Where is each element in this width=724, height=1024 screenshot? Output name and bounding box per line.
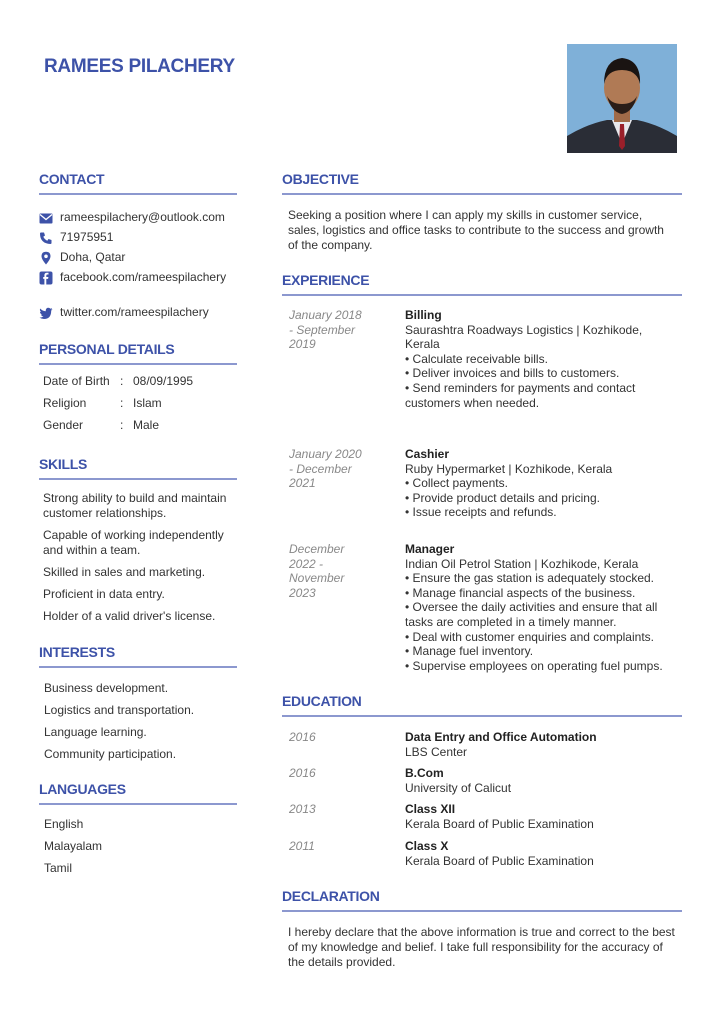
gender-label: Gender <box>43 418 84 432</box>
religion-value: Islam <box>133 396 162 410</box>
location-icon <box>39 251 53 265</box>
skills-divider <box>39 478 237 480</box>
mail-icon <box>39 211 53 225</box>
contact-facebook[interactable] <box>39 270 236 285</box>
education-heading: EDUCATION <box>282 693 362 709</box>
experience-date: December 2022 - November 2023 <box>289 542 345 600</box>
objective-divider <box>282 193 682 195</box>
education-entry <box>405 730 677 759</box>
declaration-text: I hereby declare that the above information is true and correct to the best of my knowledge and belief. I take full responsibility for the accuracy of the details provided. <box>288 925 675 969</box>
experience-bullet: • Ensure the gas station is adequately stocked. <box>405 571 655 586</box>
education-year: 2016 <box>289 730 316 744</box>
experience-bullet: • Provide product details and pricing. <box>405 490 600 505</box>
personal-row-dob: Date of Birth : 08/09/1995 <box>43 374 194 388</box>
education-degree: Data Entry and Office Automation <box>405 730 597 744</box>
education-degree: Class X <box>405 839 449 853</box>
experience-bullet: • Deliver invoices and bills to customers. <box>405 366 620 381</box>
education-year: 2016 <box>289 766 316 780</box>
experience-role: Billing <box>405 308 442 322</box>
education-degree: Class XII <box>405 802 456 816</box>
experience-entry <box>405 447 677 520</box>
contact-location-text: Doha, Qatar <box>60 250 126 264</box>
religion-label: Religion <box>43 396 87 410</box>
experience-bullet: • Manage fuel inventory. <box>405 644 534 659</box>
experience-role: Cashier <box>405 447 450 461</box>
experience-entry <box>405 308 677 410</box>
gender-value: Male <box>133 418 160 432</box>
declaration-divider <box>282 910 682 912</box>
phone-icon <box>39 231 53 245</box>
language-item: English <box>44 817 84 831</box>
interests-divider <box>39 666 237 668</box>
personal-details-heading: PERSONAL DETAILS <box>39 341 175 357</box>
experience-bullet: • Manage financial aspects of the business. <box>405 585 636 600</box>
experience-bullet: • Supervise employees on operating fuel pumps. <box>405 658 663 673</box>
declaration-heading: DECLARATION <box>282 888 380 904</box>
skill-item: Holder of a valid driver's license. <box>43 609 216 623</box>
experience-company: Saurashtra Roadways Logistics | Kozhikode, Kerala <box>405 322 643 352</box>
experience-divider <box>282 294 682 296</box>
facebook-icon <box>39 271 53 285</box>
interest-item: Community participation. <box>44 747 177 761</box>
education-year: 2011 <box>289 839 315 853</box>
experience-bullet: • Send reminders for payments and contact customers when needed. <box>405 380 636 410</box>
education-degree: B.Com <box>405 766 444 780</box>
skill-item: Proficient in data entry. <box>43 587 165 601</box>
skill-item: Capable of working independently and within a team. <box>43 528 224 557</box>
contact-divider <box>39 193 237 195</box>
contact-phone-text: 71975951 <box>60 230 114 244</box>
contact-heading: CONTACT <box>39 171 105 187</box>
contact-email-text: rameespilachery@outlook.com <box>60 210 225 224</box>
education-institution: Kerala Board of Public Examination <box>405 816 594 831</box>
personal-row-religion: Religion : Islam <box>43 396 162 410</box>
personal-details-divider <box>39 363 237 365</box>
dob-label: Date of Birth <box>43 374 110 388</box>
experience-heading: EXPERIENCE <box>282 272 370 288</box>
education-year: 2013 <box>289 802 316 816</box>
skill-item: Skilled in sales and marketing. <box>43 565 206 579</box>
experience-company: Ruby Hypermarket | Kozhikode, Kerala <box>405 461 613 476</box>
personal-row-gender: Gender : Male <box>43 418 160 432</box>
education-entry <box>405 766 677 795</box>
experience-company: Indian Oil Petrol Station | Kozhikode, Kerala <box>405 556 639 571</box>
experience-bullet: • Calculate receivable bills. <box>405 351 548 366</box>
dob-value: 08/09/1995 <box>133 374 194 388</box>
contact-facebook-text: facebook.com/rameespilachery <box>60 270 227 284</box>
languages-heading: LANGUAGES <box>39 781 126 797</box>
objective-text: Seeking a position where I can apply my skills in customer service, sales, logistics and office tasks to contribute to the success and growth of the company. <box>288 208 664 252</box>
education-institution: Kerala Board of Public Examination <box>405 853 594 868</box>
experience-bullet: • Collect payments. <box>405 476 508 491</box>
experience-date: January 2018 - September 2019 <box>289 308 362 352</box>
contact-twitter[interactable] <box>39 305 236 320</box>
language-item: Tamil <box>44 861 73 875</box>
experience-role: Manager <box>405 542 455 556</box>
education-institution: LBS Center <box>405 744 468 759</box>
contact-phone[interactable] <box>39 230 236 245</box>
interests-heading: INTERESTS <box>39 644 115 660</box>
skills-heading: SKILLS <box>39 456 87 472</box>
education-entry <box>405 839 677 868</box>
contact-email[interactable] <box>39 210 236 225</box>
education-divider <box>282 715 682 717</box>
language-item: Malayalam <box>44 839 103 853</box>
contact-twitter-text: twitter.com/rameespilachery <box>60 305 209 319</box>
interest-item: Business development. <box>44 681 169 695</box>
experience-bullet: • Oversee the daily activities and ensure that all tasks are completed in a timely manner. <box>405 600 658 629</box>
languages-divider <box>39 803 237 805</box>
experience-entry <box>405 542 677 673</box>
experience-date: January 2020 - December 2021 <box>289 447 362 491</box>
candidate-name: RAMEES PILACHERY <box>44 56 235 77</box>
education-institution: University of Calicut <box>405 780 512 795</box>
experience-bullet: • Deal with customer enquiries and complaints. <box>405 629 654 644</box>
profile-photo <box>567 44 677 153</box>
person-portrait-icon <box>567 44 677 153</box>
experience-bullet: • Issue receipts and refunds. <box>405 505 557 520</box>
objective-heading: OBJECTIVE <box>282 171 359 187</box>
twitter-icon <box>39 306 53 320</box>
interest-item: Language learning. <box>44 725 147 739</box>
skill-item: Strong ability to build and maintain customer relationships. <box>43 491 227 520</box>
interest-item: Logistics and transportation. <box>44 703 195 717</box>
education-entry <box>405 802 677 831</box>
contact-location <box>39 250 236 265</box>
